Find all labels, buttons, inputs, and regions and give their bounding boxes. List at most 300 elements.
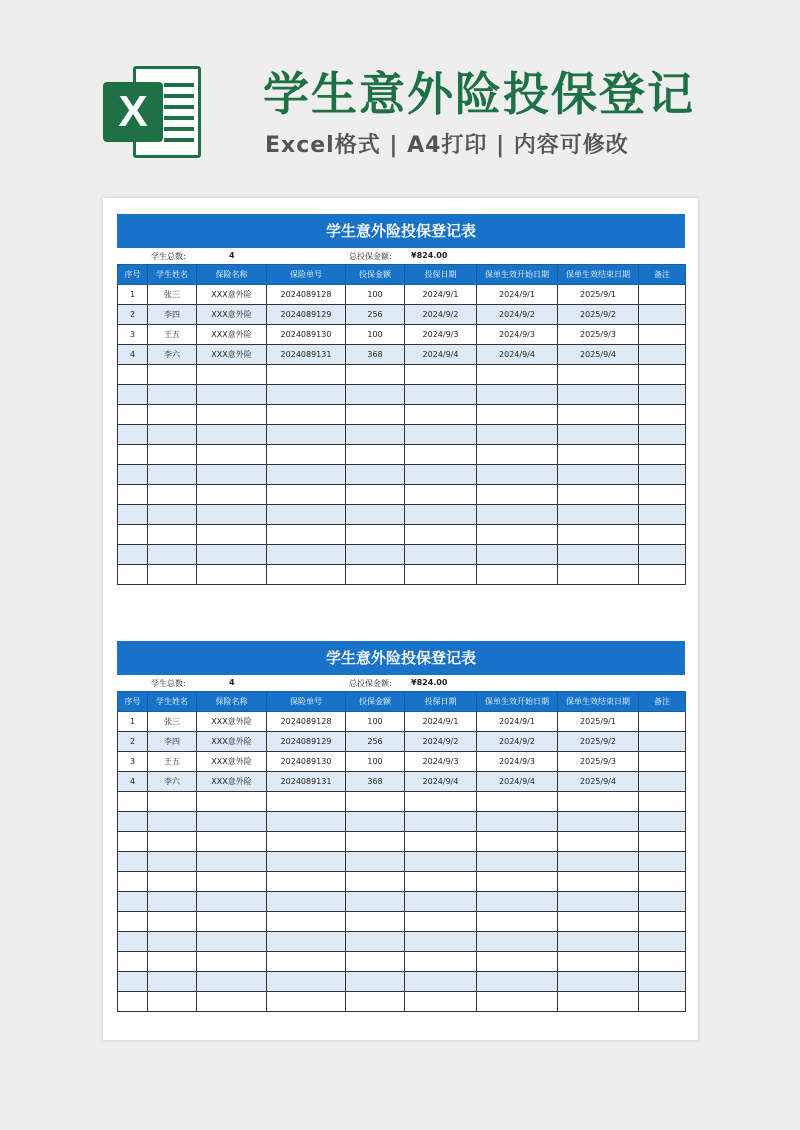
cell-student-name[interactable]: [148, 872, 197, 892]
cell-insure-date[interactable]: [405, 565, 477, 585]
cell-policy-number[interactable]: [267, 972, 346, 992]
cell-policy-number[interactable]: [267, 485, 346, 505]
excel-logo-letter: X: [103, 82, 163, 142]
cell-amount[interactable]: 256: [346, 732, 405, 752]
cell-student-name[interactable]: [148, 812, 197, 832]
cell-index[interactable]: [118, 932, 148, 952]
cell-start-date[interactable]: 2024/9/1: [477, 285, 558, 305]
cell-insurance-name[interactable]: [197, 992, 267, 1012]
cell-insurance-name[interactable]: [197, 932, 267, 952]
cell-student-name[interactable]: 张三: [148, 712, 197, 732]
cell-insure-date[interactable]: [405, 405, 477, 425]
cell-end-date[interactable]: [558, 792, 639, 812]
empty-table-row: [118, 932, 686, 952]
cell-start-date[interactable]: [477, 972, 558, 992]
cell-policy-number[interactable]: 2024089130: [267, 325, 346, 345]
cell-amount[interactable]: 100: [346, 325, 405, 345]
cell-remark[interactable]: [639, 772, 686, 792]
cell-student-name[interactable]: [148, 972, 197, 992]
cell-student-name[interactable]: [148, 932, 197, 952]
empty-table-row: [118, 972, 686, 992]
cell-insurance-name[interactable]: [197, 852, 267, 872]
table-row: [118, 285, 686, 305]
cell-insurance-name[interactable]: [197, 445, 267, 465]
cell-amount[interactable]: [346, 852, 405, 872]
cell-amount[interactable]: 256: [346, 305, 405, 325]
cell-index[interactable]: [118, 892, 148, 912]
cell-insurance-name[interactable]: XXX意外险: [197, 732, 267, 752]
cell-amount[interactable]: [346, 892, 405, 912]
cell-policy-number[interactable]: [267, 912, 346, 932]
cell-remark[interactable]: [639, 792, 686, 812]
cell-end-date[interactable]: 2025/9/1: [558, 712, 639, 732]
cell-index[interactable]: [118, 852, 148, 872]
cell-policy-number[interactable]: [267, 872, 346, 892]
cell-start-date[interactable]: 2024/9/3: [477, 325, 558, 345]
column-header-start-date: 保单生效开始日期: [477, 265, 558, 285]
cell-end-date[interactable]: [558, 952, 639, 972]
cell-remark[interactable]: [639, 832, 686, 852]
cell-end-date[interactable]: 2025/9/4: [558, 345, 639, 365]
cell-insure-date[interactable]: [405, 852, 477, 872]
cell-amount[interactable]: [346, 792, 405, 812]
cell-insure-date[interactable]: 2024/9/1: [405, 712, 477, 732]
cell-amount[interactable]: 368: [346, 345, 405, 365]
cell-start-date[interactable]: [477, 425, 558, 445]
cell-policy-number[interactable]: [267, 365, 346, 385]
cell-insurance-name[interactable]: [197, 812, 267, 832]
empty-table-row: [118, 912, 686, 932]
cell-remark[interactable]: [639, 752, 686, 772]
cell-end-date[interactable]: [558, 972, 639, 992]
cell-policy-number[interactable]: [267, 525, 346, 545]
cell-remark[interactable]: [639, 565, 686, 585]
cell-insurance-name[interactable]: [197, 972, 267, 992]
cell-insurance-name[interactable]: [197, 465, 267, 485]
cell-policy-number[interactable]: [267, 812, 346, 832]
cell-student-name[interactable]: [148, 525, 197, 545]
empty-table-row: [118, 872, 686, 892]
cell-policy-number[interactable]: [267, 565, 346, 585]
cell-policy-number[interactable]: [267, 892, 346, 912]
cell-student-name[interactable]: [148, 405, 197, 425]
cell-index[interactable]: 3: [118, 325, 148, 345]
sheet-title: 学生意外险投保登记表: [117, 214, 685, 248]
cell-policy-number[interactable]: 2024089129: [267, 305, 346, 325]
cell-end-date[interactable]: [558, 892, 639, 912]
cell-policy-number[interactable]: 2024089129: [267, 732, 346, 752]
excel-logo-icon: [103, 66, 203, 158]
cell-student-name[interactable]: 李四: [148, 305, 197, 325]
cell-insurance-name[interactable]: XXX意外险: [197, 325, 267, 345]
cell-policy-number[interactable]: 2024089128: [267, 712, 346, 732]
cell-end-date[interactable]: [558, 425, 639, 445]
cell-index[interactable]: [118, 505, 148, 525]
cell-end-date[interactable]: 2025/9/2: [558, 732, 639, 752]
cell-amount[interactable]: [346, 992, 405, 1012]
summary-bar: [117, 248, 685, 264]
cell-policy-number[interactable]: 2024089131: [267, 772, 346, 792]
cell-end-date[interactable]: 2025/9/1: [558, 285, 639, 305]
cell-student-name[interactable]: 王五: [148, 752, 197, 772]
empty-table-row: [118, 792, 686, 812]
cell-end-date[interactable]: [558, 405, 639, 425]
cell-start-date[interactable]: [477, 385, 558, 405]
cell-remark[interactable]: [639, 992, 686, 1012]
cell-policy-number[interactable]: [267, 385, 346, 405]
cell-insure-date[interactable]: [405, 992, 477, 1012]
cell-student-name[interactable]: [148, 365, 197, 385]
column-header-policy-number: 保险单号: [267, 692, 346, 712]
cell-student-name[interactable]: [148, 992, 197, 1012]
cell-insure-date[interactable]: [405, 872, 477, 892]
cell-insure-date[interactable]: [405, 892, 477, 912]
cell-insure-date[interactable]: 2024/9/3: [405, 752, 477, 772]
total-amount-label: 总投保金额:: [349, 252, 392, 261]
cell-end-date[interactable]: [558, 505, 639, 525]
cell-insure-date[interactable]: [405, 505, 477, 525]
empty-table-row: [118, 832, 686, 852]
cell-start-date[interactable]: 2024/9/2: [477, 305, 558, 325]
cell-insure-date[interactable]: [405, 952, 477, 972]
cell-remark[interactable]: [639, 545, 686, 565]
cell-insure-date[interactable]: [405, 425, 477, 445]
cell-insurance-name[interactable]: [197, 872, 267, 892]
cell-start-date[interactable]: [477, 525, 558, 545]
cell-insure-date[interactable]: 2024/9/4: [405, 772, 477, 792]
cell-index[interactable]: [118, 485, 148, 505]
cell-insurance-name[interactable]: [197, 952, 267, 972]
cell-amount[interactable]: [346, 812, 405, 832]
cell-student-name[interactable]: [148, 425, 197, 445]
cell-insure-date[interactable]: 2024/9/2: [405, 305, 477, 325]
cell-index[interactable]: [118, 425, 148, 445]
cell-student-name[interactable]: [148, 832, 197, 852]
cell-insurance-name[interactable]: XXX意外险: [197, 285, 267, 305]
total-amount-value: ¥824.00: [411, 678, 448, 687]
cell-policy-number[interactable]: [267, 932, 346, 952]
cell-index[interactable]: [118, 445, 148, 465]
cell-policy-number[interactable]: 2024089131: [267, 345, 346, 365]
cell-amount[interactable]: 100: [346, 752, 405, 772]
cell-insurance-name[interactable]: [197, 565, 267, 585]
cell-insurance-name[interactable]: [197, 912, 267, 932]
cell-end-date[interactable]: [558, 872, 639, 892]
cell-index[interactable]: 1: [118, 285, 148, 305]
cell-student-name[interactable]: 李六: [148, 345, 197, 365]
cell-remark[interactable]: [639, 852, 686, 872]
cell-student-name[interactable]: 王五: [148, 325, 197, 345]
cell-remark[interactable]: [639, 485, 686, 505]
cell-amount[interactable]: [346, 545, 405, 565]
cell-insure-date[interactable]: [405, 485, 477, 505]
cell-policy-number[interactable]: [267, 465, 346, 485]
cell-start-date[interactable]: [477, 445, 558, 465]
empty-table-row: [118, 565, 686, 585]
cell-amount[interactable]: [346, 385, 405, 405]
cell-remark[interactable]: [639, 525, 686, 545]
cell-end-date[interactable]: [558, 365, 639, 385]
cell-policy-number[interactable]: [267, 852, 346, 872]
cell-remark[interactable]: [639, 305, 686, 325]
cell-policy-number[interactable]: 2024089130: [267, 752, 346, 772]
cell-policy-number[interactable]: [267, 832, 346, 852]
column-header-remark: 备注: [639, 265, 686, 285]
cell-insurance-name[interactable]: [197, 485, 267, 505]
cell-insure-date[interactable]: [405, 465, 477, 485]
cell-start-date[interactable]: [477, 565, 558, 585]
cell-remark[interactable]: [639, 732, 686, 752]
cell-remark[interactable]: [639, 385, 686, 405]
cell-remark[interactable]: [639, 812, 686, 832]
cell-remark[interactable]: [639, 712, 686, 732]
cell-student-name[interactable]: [148, 445, 197, 465]
column-header-insure-date: 投保日期: [405, 265, 477, 285]
cell-amount[interactable]: [346, 465, 405, 485]
cell-amount[interactable]: [346, 832, 405, 852]
empty-table-row: [118, 892, 686, 912]
cell-insure-date[interactable]: [405, 365, 477, 385]
cell-remark[interactable]: [639, 345, 686, 365]
cell-amount[interactable]: [346, 525, 405, 545]
cell-end-date[interactable]: 2025/9/3: [558, 752, 639, 772]
cell-index[interactable]: [118, 872, 148, 892]
cell-policy-number[interactable]: [267, 992, 346, 1012]
cell-insurance-name[interactable]: [197, 405, 267, 425]
cell-index[interactable]: [118, 912, 148, 932]
cell-insurance-name[interactable]: [197, 545, 267, 565]
cell-policy-number[interactable]: [267, 952, 346, 972]
cell-end-date[interactable]: 2025/9/4: [558, 772, 639, 792]
column-header-index: 序号: [118, 265, 148, 285]
cell-index[interactable]: [118, 992, 148, 1012]
cell-start-date[interactable]: [477, 365, 558, 385]
cell-student-name[interactable]: [148, 465, 197, 485]
cell-start-date[interactable]: [477, 832, 558, 852]
cell-insure-date[interactable]: [405, 445, 477, 465]
cell-index[interactable]: 4: [118, 772, 148, 792]
cell-insure-date[interactable]: 2024/9/1: [405, 285, 477, 305]
table-row: [118, 345, 686, 365]
register-sheet-2: [117, 641, 685, 1012]
cell-policy-number[interactable]: [267, 405, 346, 425]
cell-insure-date[interactable]: [405, 972, 477, 992]
cell-remark[interactable]: [639, 932, 686, 952]
cell-policy-number[interactable]: 2024089128: [267, 285, 346, 305]
cell-insurance-name[interactable]: [197, 385, 267, 405]
cell-end-date[interactable]: [558, 485, 639, 505]
cell-index[interactable]: [118, 972, 148, 992]
cell-index[interactable]: [118, 832, 148, 852]
cell-start-date[interactable]: 2024/9/1: [477, 712, 558, 732]
cell-index[interactable]: 2: [118, 305, 148, 325]
cell-policy-number[interactable]: [267, 792, 346, 812]
cell-student-name[interactable]: 张三: [148, 285, 197, 305]
register-sheet-1: [117, 214, 685, 585]
cell-amount[interactable]: 368: [346, 772, 405, 792]
cell-student-name[interactable]: [148, 792, 197, 812]
cell-insure-date[interactable]: [405, 525, 477, 545]
cell-insure-date[interactable]: 2024/9/3: [405, 325, 477, 345]
cell-insure-date[interactable]: [405, 832, 477, 852]
cell-student-name[interactable]: [148, 852, 197, 872]
cell-insurance-name[interactable]: XXX意外险: [197, 752, 267, 772]
cell-start-date[interactable]: 2024/9/4: [477, 772, 558, 792]
cell-start-date[interactable]: [477, 505, 558, 525]
cell-insure-date[interactable]: [405, 792, 477, 812]
cell-student-name[interactable]: [148, 545, 197, 565]
cell-insure-date[interactable]: [405, 812, 477, 832]
cell-start-date[interactable]: [477, 912, 558, 932]
cell-amount[interactable]: [346, 952, 405, 972]
cell-insurance-name[interactable]: XXX意外险: [197, 345, 267, 365]
cell-end-date[interactable]: [558, 992, 639, 1012]
cell-insure-date[interactable]: [405, 912, 477, 932]
cell-insurance-name[interactable]: [197, 425, 267, 445]
cell-start-date[interactable]: [477, 465, 558, 485]
cell-index[interactable]: [118, 365, 148, 385]
cell-student-name[interactable]: 李六: [148, 772, 197, 792]
cell-amount[interactable]: [346, 365, 405, 385]
cell-remark[interactable]: [639, 405, 686, 425]
cell-end-date[interactable]: [558, 852, 639, 872]
column-header-index: 序号: [118, 692, 148, 712]
cell-student-name[interactable]: [148, 952, 197, 972]
cell-insure-date[interactable]: [405, 385, 477, 405]
cell-end-date[interactable]: [558, 832, 639, 852]
cell-index[interactable]: [118, 525, 148, 545]
cell-start-date[interactable]: [477, 872, 558, 892]
cell-remark[interactable]: [639, 505, 686, 525]
cell-start-date[interactable]: [477, 405, 558, 425]
cell-index[interactable]: 2: [118, 732, 148, 752]
cell-amount[interactable]: [346, 425, 405, 445]
cell-insurance-name[interactable]: XXX意外险: [197, 772, 267, 792]
cell-start-date[interactable]: [477, 792, 558, 812]
cell-start-date[interactable]: [477, 812, 558, 832]
cell-end-date[interactable]: [558, 545, 639, 565]
cell-amount[interactable]: [346, 932, 405, 952]
cell-remark[interactable]: [639, 952, 686, 972]
cell-amount[interactable]: [346, 485, 405, 505]
cell-index[interactable]: [118, 565, 148, 585]
cell-remark[interactable]: [639, 285, 686, 305]
empty-table-row: [118, 525, 686, 545]
sheet-title: 学生意外险投保登记表: [117, 641, 685, 675]
cell-student-name[interactable]: [148, 912, 197, 932]
cell-insurance-name[interactable]: XXX意外险: [197, 712, 267, 732]
cell-insurance-name[interactable]: XXX意外险: [197, 305, 267, 325]
cell-remark[interactable]: [639, 425, 686, 445]
cell-start-date[interactable]: [477, 545, 558, 565]
cell-index[interactable]: [118, 385, 148, 405]
cell-index[interactable]: 1: [118, 712, 148, 732]
cell-start-date[interactable]: [477, 952, 558, 972]
cell-remark[interactable]: [639, 465, 686, 485]
cell-end-date[interactable]: [558, 445, 639, 465]
cell-policy-number[interactable]: [267, 505, 346, 525]
cell-end-date[interactable]: [558, 932, 639, 952]
cell-amount[interactable]: [346, 565, 405, 585]
cell-amount[interactable]: [346, 972, 405, 992]
cell-index[interactable]: [118, 952, 148, 972]
cell-end-date[interactable]: [558, 525, 639, 545]
cell-remark[interactable]: [639, 445, 686, 465]
cell-end-date[interactable]: 2025/9/3: [558, 325, 639, 345]
cell-amount[interactable]: 100: [346, 285, 405, 305]
cell-student-name[interactable]: 李四: [148, 732, 197, 752]
cell-index[interactable]: 4: [118, 345, 148, 365]
cell-start-date[interactable]: [477, 932, 558, 952]
cell-student-name[interactable]: [148, 485, 197, 505]
cell-index[interactable]: [118, 545, 148, 565]
cell-end-date[interactable]: [558, 465, 639, 485]
cell-student-name[interactable]: [148, 565, 197, 585]
cell-index[interactable]: [118, 812, 148, 832]
cell-index[interactable]: [118, 465, 148, 485]
cell-amount[interactable]: [346, 405, 405, 425]
cell-start-date[interactable]: [477, 852, 558, 872]
cell-amount[interactable]: [346, 445, 405, 465]
cell-remark[interactable]: [639, 892, 686, 912]
cell-insurance-name[interactable]: [197, 792, 267, 812]
cell-start-date[interactable]: 2024/9/4: [477, 345, 558, 365]
cell-insure-date[interactable]: 2024/9/2: [405, 732, 477, 752]
cell-index[interactable]: 3: [118, 752, 148, 772]
empty-table-row: [118, 425, 686, 445]
cell-amount[interactable]: [346, 505, 405, 525]
cell-remark[interactable]: [639, 912, 686, 932]
cell-start-date[interactable]: [477, 892, 558, 912]
cell-remark[interactable]: [639, 872, 686, 892]
cell-insure-date[interactable]: [405, 932, 477, 952]
cell-index[interactable]: [118, 792, 148, 812]
cell-student-name[interactable]: [148, 892, 197, 912]
cell-insurance-name[interactable]: [197, 832, 267, 852]
empty-table-row: [118, 405, 686, 425]
cell-index[interactable]: [118, 405, 148, 425]
column-header-amount: 投保金额: [346, 265, 405, 285]
cell-insure-date[interactable]: 2024/9/4: [405, 345, 477, 365]
cell-insurance-name[interactable]: [197, 365, 267, 385]
cell-amount[interactable]: 100: [346, 712, 405, 732]
cell-start-date[interactable]: 2024/9/2: [477, 732, 558, 752]
cell-insure-date[interactable]: [405, 545, 477, 565]
cell-policy-number[interactable]: [267, 445, 346, 465]
cell-amount[interactable]: [346, 872, 405, 892]
cell-end-date[interactable]: 2025/9/2: [558, 305, 639, 325]
cell-policy-number[interactable]: [267, 425, 346, 445]
cell-end-date[interactable]: [558, 912, 639, 932]
cell-end-date[interactable]: [558, 812, 639, 832]
cell-student-name[interactable]: [148, 385, 197, 405]
cell-remark[interactable]: [639, 325, 686, 345]
cell-insurance-name[interactable]: [197, 892, 267, 912]
cell-amount[interactable]: [346, 912, 405, 932]
empty-table-row: [118, 505, 686, 525]
cell-student-name[interactable]: [148, 505, 197, 525]
cell-insurance-name[interactable]: [197, 505, 267, 525]
cell-remark[interactable]: [639, 972, 686, 992]
cell-policy-number[interactable]: [267, 545, 346, 565]
cell-end-date[interactable]: [558, 565, 639, 585]
cell-start-date[interactable]: 2024/9/3: [477, 752, 558, 772]
cell-remark[interactable]: [639, 365, 686, 385]
cell-end-date[interactable]: [558, 385, 639, 405]
cell-insurance-name[interactable]: [197, 525, 267, 545]
cell-start-date[interactable]: [477, 992, 558, 1012]
cell-start-date[interactable]: [477, 485, 558, 505]
